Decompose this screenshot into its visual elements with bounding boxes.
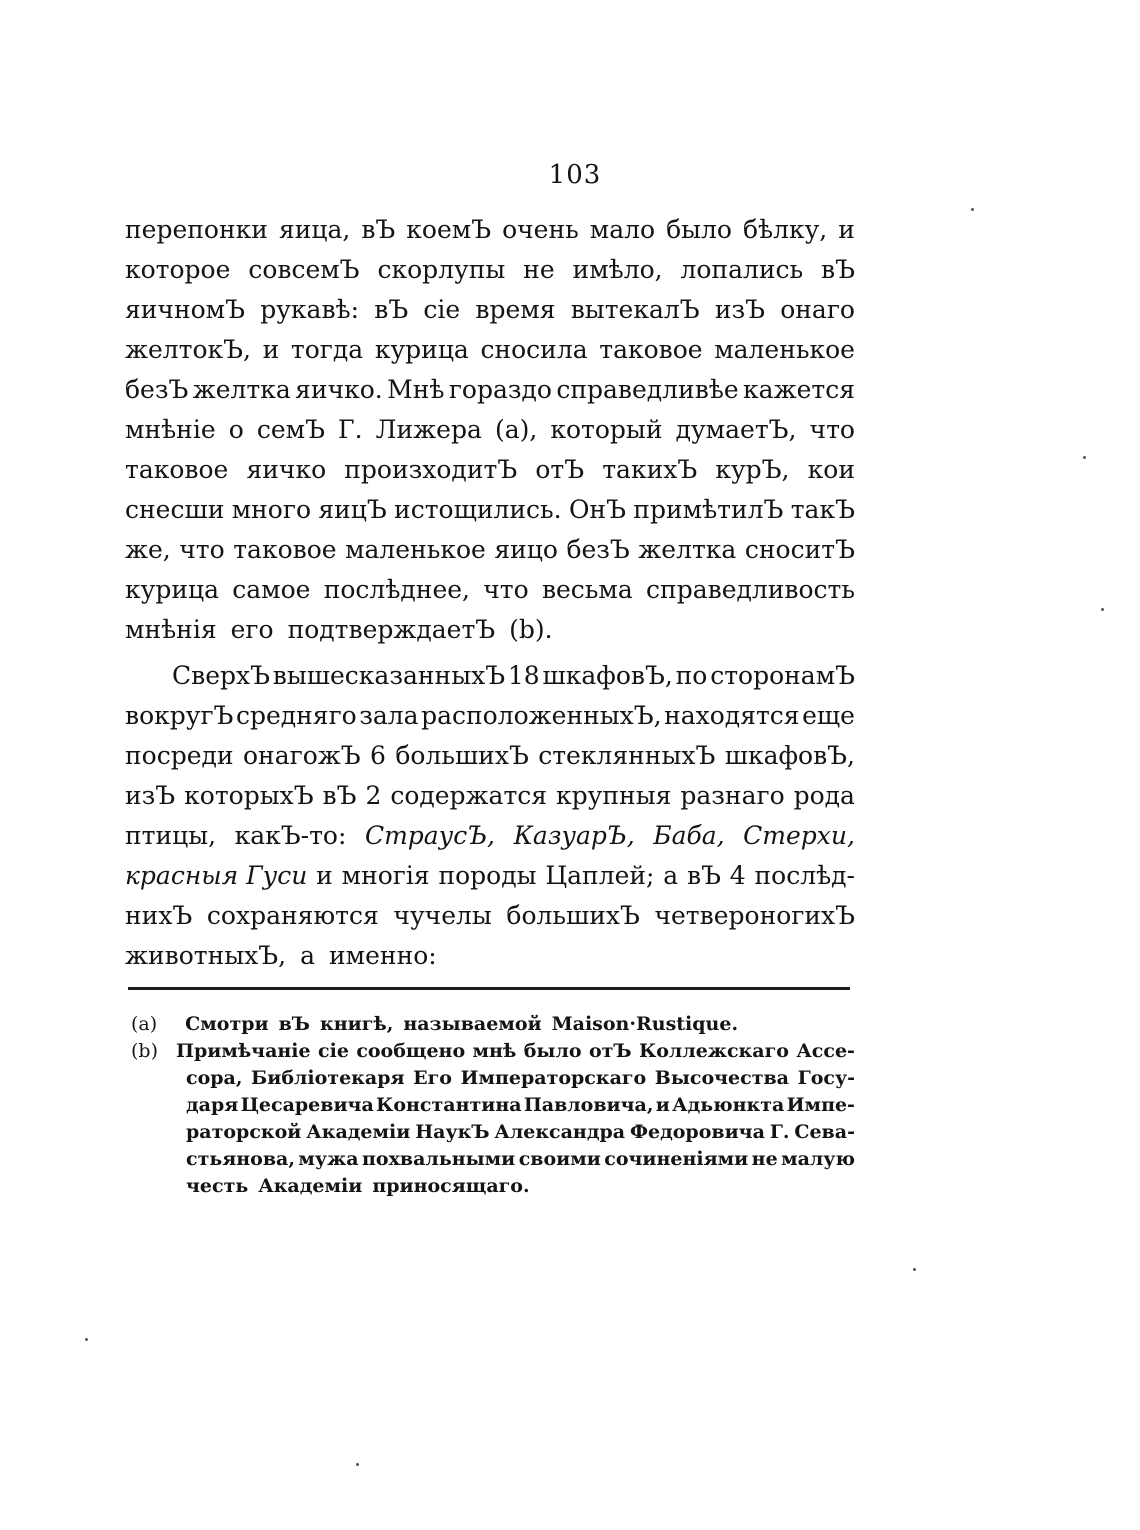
word: Примѣчаніе: [176, 1040, 311, 1062]
text-line: [172, 656, 855, 696]
word: истощились.: [394, 495, 562, 524]
text-line: [125, 250, 855, 290]
word: Г.: [769, 1121, 790, 1143]
word: снесши: [125, 495, 225, 524]
word: желтка: [638, 535, 737, 564]
word: безЪ: [566, 535, 630, 564]
word: сохраняются: [206, 901, 379, 930]
word: Высочества: [654, 1067, 789, 1089]
word: очень: [502, 215, 579, 244]
word: Цесаревича: [240, 1094, 374, 1116]
word: Импе-: [786, 1094, 855, 1116]
word: 4: [729, 861, 746, 890]
word: и: [838, 215, 855, 244]
word: Цаплей;: [545, 861, 655, 890]
footnote-mark: (a): [131, 1013, 158, 1035]
word: стьянова,: [186, 1148, 295, 1170]
word: красныя Гуси: [125, 861, 308, 890]
word: совсемЪ: [248, 255, 360, 284]
word: произходитЪ: [344, 455, 518, 484]
word: которое: [125, 255, 231, 284]
footnote-text: [185, 1011, 855, 1038]
text-line: [125, 816, 855, 856]
word: (b).: [509, 615, 553, 644]
word: сторонамЪ: [710, 661, 855, 690]
word: Смотри: [185, 1013, 269, 1035]
word: таковое: [599, 335, 703, 364]
word: рукавѣ:: [260, 295, 360, 324]
word: содержатся: [390, 781, 548, 810]
word: своими: [518, 1148, 601, 1170]
word: перепонки: [125, 215, 268, 244]
word: вЪ: [361, 215, 396, 244]
word: Адьюнкта: [672, 1094, 785, 1116]
word: Академіи: [306, 1121, 411, 1143]
word: СверхЪ: [172, 661, 270, 690]
text-line: [125, 210, 855, 250]
word: отЪ: [535, 455, 585, 484]
text-line: [125, 490, 855, 530]
word: справедливость: [646, 575, 855, 604]
word: Константина: [376, 1094, 522, 1116]
word: Александра: [494, 1121, 626, 1143]
word: малую: [781, 1148, 855, 1170]
word: курЪ,: [715, 455, 790, 484]
word: желтокЪ,: [125, 335, 251, 364]
word: изЪ: [714, 295, 765, 324]
word: Ассе-: [796, 1040, 855, 1062]
word: приносящаго.: [372, 1175, 530, 1197]
word: не: [523, 255, 555, 284]
text-line: [125, 856, 855, 896]
word: Коллежскаго: [638, 1040, 789, 1062]
word: время: [475, 295, 556, 324]
word: многія: [341, 861, 430, 890]
word: сіе: [423, 295, 461, 324]
word: сносила: [480, 335, 588, 364]
word: яичко: [246, 455, 327, 484]
word: рода: [793, 781, 855, 810]
word: не: [751, 1148, 778, 1170]
word: что: [179, 535, 225, 564]
word: было: [666, 215, 732, 244]
text-line: [125, 330, 855, 370]
word: мнѣ: [472, 1040, 517, 1062]
word: вЪ: [374, 295, 409, 324]
word: безЪ: [125, 375, 189, 404]
word: сочиненіями: [604, 1148, 749, 1170]
word: зала: [359, 701, 419, 730]
word: Павловича,: [523, 1094, 654, 1116]
word: породы: [438, 861, 537, 890]
word: сообщено: [356, 1040, 466, 1062]
word: коемЪ: [406, 215, 492, 244]
text-line: [125, 936, 855, 976]
word: посреди: [125, 741, 234, 770]
word: имѣло,: [572, 255, 663, 284]
word: расположенныхЪ,: [421, 701, 662, 730]
word: о: [228, 415, 244, 444]
scan-speck: [1083, 456, 1086, 459]
word: думаетЪ,: [675, 415, 797, 444]
footnote-line: [131, 1038, 855, 1065]
word: бѣлку,: [742, 215, 828, 244]
word: мало: [589, 215, 656, 244]
word: Maison·Rustique.: [551, 1013, 739, 1035]
word: называемой: [403, 1013, 542, 1035]
word: маленькое: [345, 535, 486, 564]
scan-speck: [971, 208, 974, 211]
text-line: [125, 530, 855, 570]
word: ОнЪ: [568, 495, 626, 524]
word: таковое: [233, 535, 337, 564]
word: много: [231, 495, 312, 524]
word: 18: [507, 661, 540, 690]
word: Сева-: [794, 1121, 855, 1143]
word: раторской: [186, 1121, 302, 1143]
word: тогда: [290, 335, 364, 364]
word: Госу-: [797, 1067, 855, 1089]
text-line: [125, 290, 855, 330]
word: Библіотекаря: [251, 1067, 405, 1089]
word: примѣтилЪ: [633, 495, 784, 524]
word: животныхЪ,: [125, 941, 287, 970]
word: НаукЪ: [415, 1121, 490, 1143]
word: еще: [802, 701, 855, 730]
word: Г.: [338, 415, 363, 444]
word: такихЪ: [602, 455, 698, 484]
footnote-text: [176, 1038, 855, 1065]
text-line: [125, 736, 855, 776]
word: сноситЪ: [744, 535, 855, 564]
text-line: [125, 610, 855, 650]
word: было: [523, 1040, 582, 1062]
word: а: [300, 941, 315, 970]
word: яичко.: [295, 375, 383, 404]
word: скорлупы: [377, 255, 506, 284]
text-line: [125, 450, 855, 490]
scan-speck: [913, 1268, 916, 1271]
scan-speck: [356, 1463, 359, 1466]
word: вЪ: [687, 861, 721, 890]
word: вЪ: [322, 781, 357, 810]
word: что: [809, 415, 855, 444]
word: даря: [186, 1094, 239, 1116]
footnote-line: [131, 1011, 855, 1038]
word: такЪ: [790, 495, 855, 524]
word: кажется: [743, 375, 855, 404]
word: курица: [374, 335, 469, 364]
word: и: [316, 861, 333, 890]
word: вЪ: [278, 1013, 310, 1035]
word: подтверждаетЪ: [287, 615, 496, 644]
word: Мнѣ: [387, 375, 445, 404]
text-line: [125, 776, 855, 816]
page-number: 103: [548, 160, 602, 190]
word: лопались: [680, 255, 804, 284]
word: яица,: [278, 215, 351, 244]
word: мужа: [298, 1148, 359, 1170]
word: большихЪ: [395, 741, 529, 770]
word: Лижера: [375, 415, 482, 444]
word: нихЪ: [125, 901, 193, 930]
word: Баба,: [653, 821, 725, 850]
word: Федоровича: [629, 1121, 765, 1143]
word: именно:: [329, 941, 437, 970]
footnote-line: [186, 1119, 855, 1146]
word: семЪ: [256, 415, 325, 444]
word: Стерхи,: [743, 821, 855, 850]
word: вытекалЪ: [570, 295, 700, 324]
word: по: [675, 661, 708, 690]
word: честь: [186, 1175, 249, 1197]
word: яицо: [494, 535, 558, 564]
word: и: [655, 1094, 670, 1116]
word: средняго: [235, 701, 357, 730]
word: кои: [807, 455, 855, 484]
word: 2: [365, 781, 382, 810]
footnote-line: [186, 1065, 855, 1092]
text-line: [125, 570, 855, 610]
word: онагожЪ: [242, 741, 361, 770]
word: онаго: [780, 295, 855, 324]
word: желтка: [192, 375, 291, 404]
word: СтраусЪ,: [364, 821, 496, 850]
word: крупныя: [556, 781, 672, 810]
word: справедливѣе: [556, 375, 739, 404]
word: вЪ: [821, 255, 855, 284]
text-line: [125, 896, 855, 936]
footnote-line: [186, 1092, 855, 1119]
word: его: [230, 615, 274, 644]
word: яицЪ: [318, 495, 387, 524]
word: и: [262, 335, 280, 364]
word: сора,: [186, 1067, 243, 1089]
word: книгѣ,: [320, 1013, 394, 1035]
word: курица: [125, 575, 219, 604]
word: шкафовЪ,: [542, 661, 673, 690]
word: же,: [125, 535, 171, 564]
word: которыхЪ: [184, 781, 314, 810]
word: КазуарЪ,: [513, 821, 635, 850]
word: изЪ: [125, 781, 176, 810]
word: Императорскаго: [460, 1067, 647, 1089]
word: таковое: [125, 455, 229, 484]
text-line: [125, 370, 855, 410]
word: большихЪ: [506, 901, 640, 930]
word: гораздо: [448, 375, 552, 404]
text-line: [125, 410, 855, 450]
word: какЪ-то:: [234, 821, 347, 850]
text-line: [125, 696, 855, 736]
word: чучелы: [393, 901, 492, 930]
word: птицы,: [125, 821, 217, 850]
word: 6: [370, 741, 386, 770]
word: послѣднее,: [323, 575, 470, 604]
word: четвероногихЪ: [654, 901, 855, 930]
word: послѣд-: [754, 861, 855, 890]
word: Академіи: [258, 1175, 363, 1197]
word: мнѣнія: [125, 615, 217, 644]
word: шкафовЪ,: [724, 741, 855, 770]
footnote-line: [186, 1146, 855, 1173]
scan-speck: [85, 1338, 88, 1341]
word: отЪ: [588, 1040, 632, 1062]
word: а: [663, 861, 679, 890]
word: вышесказанныхЪ: [272, 661, 506, 690]
footnote-separator: [128, 987, 850, 990]
footnote-mark: (b): [131, 1040, 158, 1062]
word: (a),: [494, 415, 538, 444]
word: который: [550, 415, 663, 444]
footnote-line: [186, 1173, 855, 1200]
word: вокругЪ: [125, 701, 234, 730]
word: похвальными: [362, 1148, 516, 1170]
word: Его: [413, 1067, 452, 1089]
word: находятся: [664, 701, 800, 730]
word: разнаго: [680, 781, 785, 810]
scan-speck: [1101, 608, 1104, 611]
word: сіе: [318, 1040, 349, 1062]
word: что: [483, 575, 529, 604]
word: яичномЪ: [125, 295, 245, 324]
word: стеклянныхЪ: [538, 741, 716, 770]
word: самое: [232, 575, 311, 604]
word: весьма: [541, 575, 633, 604]
word: маленькое: [714, 335, 855, 364]
word: мнѣніе: [125, 415, 216, 444]
